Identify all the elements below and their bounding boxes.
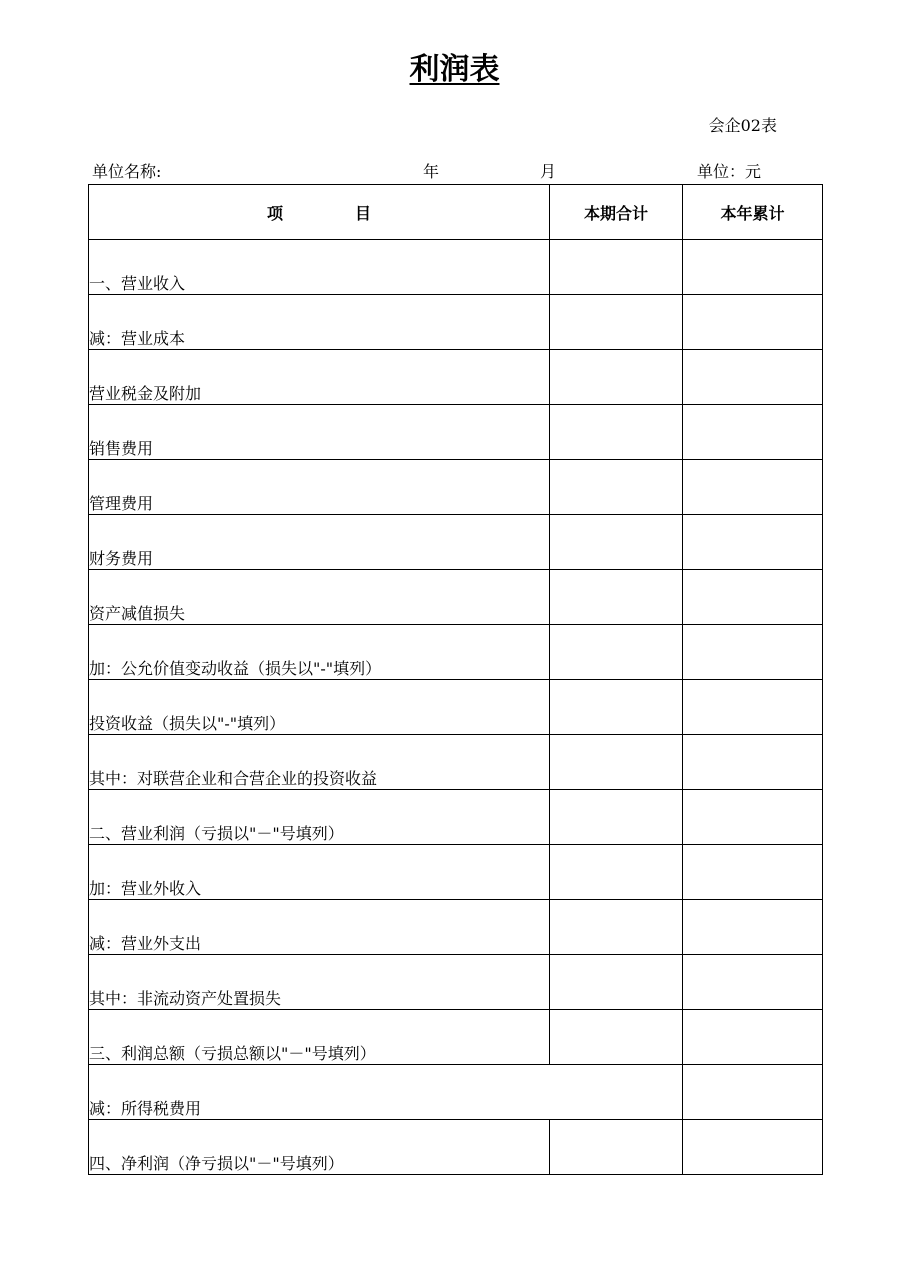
- cell-ytd-business-tax[interactable]: [683, 350, 823, 405]
- table-row: [89, 955, 823, 1010]
- cell-ytd-net-profit[interactable]: [683, 1120, 823, 1175]
- cell-current-fair-value-gain[interactable]: [550, 625, 683, 680]
- row-label-associate-investment-income: 其中：对联营企业和合营企业的投资收益: [89, 735, 550, 790]
- cell-ytd-financial-expenses[interactable]: [683, 515, 823, 570]
- row-label-selling-expenses: 销售费用: [89, 405, 550, 460]
- currency-unit-label: 单位：元: [697, 162, 762, 181]
- cell-current-operating-profit[interactable]: [550, 790, 683, 845]
- cell-current-operating-cost[interactable]: [550, 295, 683, 350]
- row-label-asset-impairment: 资产减值损失: [89, 570, 550, 625]
- cell-current-investment-income[interactable]: [550, 680, 683, 735]
- cell-ytd-non-operating-expenses[interactable]: [683, 900, 823, 955]
- cell-current-business-tax[interactable]: [550, 350, 683, 405]
- row-label-non-operating-income: 加：营业外收入: [89, 845, 550, 900]
- month-label: 月: [540, 162, 557, 181]
- table-row: [89, 515, 823, 570]
- cell-current-net-profit[interactable]: [550, 1120, 683, 1175]
- table-row: [89, 350, 823, 405]
- cell-ytd-asset-impairment[interactable]: [683, 570, 823, 625]
- table-row: [89, 1065, 823, 1120]
- cell-ytd-admin-expenses[interactable]: [683, 460, 823, 515]
- cell-current-total-profit[interactable]: [550, 1010, 683, 1065]
- column-header-item-word1: 项: [266, 203, 283, 223]
- page-title: [0, 50, 909, 90]
- table-row: [89, 845, 823, 900]
- column-header-current-period: 本期合计: [550, 185, 683, 240]
- cell-current-operating-revenue[interactable]: [550, 240, 683, 295]
- table-row: [89, 625, 823, 680]
- cell-ytd-total-profit[interactable]: [683, 1010, 823, 1065]
- row-label-net-profit: 四、净利润（净亏损以"－"号填列）: [89, 1120, 550, 1175]
- table-row: [89, 570, 823, 625]
- column-header-year-to-date: 本年累计: [683, 185, 823, 240]
- income-statement-table: [88, 184, 823, 1175]
- row-label-admin-expenses: 管理费用: [89, 460, 550, 515]
- row-label-operating-revenue: 一、营业收入: [89, 240, 550, 295]
- cell-ytd-operating-revenue[interactable]: [683, 240, 823, 295]
- cell-current-asset-impairment[interactable]: [550, 570, 683, 625]
- row-label-operating-profit: 二、营业利润（亏损以"－"号填列）: [89, 790, 550, 845]
- cell-ytd-non-operating-income[interactable]: [683, 845, 823, 900]
- table-header-row: [89, 185, 823, 240]
- cell-ytd-investment-income[interactable]: [683, 680, 823, 735]
- cell-ytd-associate-investment-income[interactable]: [683, 735, 823, 790]
- row-label-income-tax: 减：所得税费用: [89, 1065, 683, 1120]
- cell-current-non-operating-income[interactable]: [550, 845, 683, 900]
- row-label-non-operating-expenses: 减：营业外支出: [89, 900, 550, 955]
- row-label-fair-value-gain: 加：公允价值变动收益（损失以"-"填列）: [89, 625, 550, 680]
- table-row: [89, 295, 823, 350]
- column-header-item: [89, 185, 550, 240]
- row-label-total-profit: 三、利润总额（亏损总额以"－"号填列）: [89, 1010, 550, 1065]
- cell-current-non-current-asset-disposal-loss[interactable]: [550, 955, 683, 1010]
- table-row: [89, 900, 823, 955]
- table-row: [89, 460, 823, 515]
- cell-ytd-operating-profit[interactable]: [683, 790, 823, 845]
- unit-name-label: 单位名称:: [92, 162, 162, 181]
- cell-ytd-operating-cost[interactable]: [683, 295, 823, 350]
- row-label-business-tax: 营业税金及附加: [89, 350, 550, 405]
- table-row: [89, 790, 823, 845]
- cell-current-admin-expenses[interactable]: [550, 460, 683, 515]
- row-label-financial-expenses: 财务费用: [89, 515, 550, 570]
- cell-current-selling-expenses[interactable]: [550, 405, 683, 460]
- row-label-operating-cost: 减：营业成本: [89, 295, 550, 350]
- cell-current-non-operating-expenses[interactable]: [550, 900, 683, 955]
- cell-ytd-fair-value-gain[interactable]: [683, 625, 823, 680]
- cell-ytd-non-current-asset-disposal-loss[interactable]: [683, 955, 823, 1010]
- table-row: [89, 1010, 823, 1065]
- table-row: [89, 405, 823, 460]
- cell-ytd-income-tax[interactable]: [683, 1065, 823, 1120]
- cell-current-associate-investment-income[interactable]: [550, 735, 683, 790]
- table-row: [89, 735, 823, 790]
- cell-current-financial-expenses[interactable]: [550, 515, 683, 570]
- table-row: [89, 680, 823, 735]
- table-row: [89, 1120, 823, 1175]
- row-label-non-current-asset-disposal-loss: 其中：非流动资产处置损失: [89, 955, 550, 1010]
- year-label: 年: [423, 162, 440, 181]
- table-row: [89, 240, 823, 295]
- title-text: 利润表: [409, 52, 500, 87]
- row-label-investment-income: 投资收益（损失以"-"填列）: [89, 680, 550, 735]
- form-code: 会企02表: [708, 116, 777, 135]
- column-header-item-word2: 目: [355, 203, 372, 223]
- cell-ytd-selling-expenses[interactable]: [683, 405, 823, 460]
